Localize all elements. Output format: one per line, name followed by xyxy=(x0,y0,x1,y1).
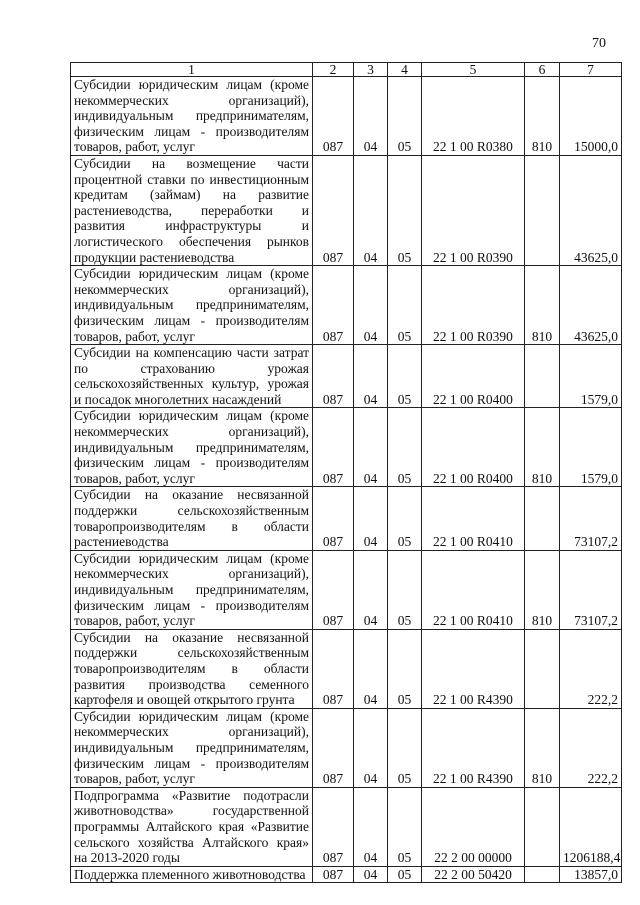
code-cell: 087 xyxy=(313,155,354,265)
header-cell: 2 xyxy=(313,63,354,77)
code-cell: 087 xyxy=(313,708,354,787)
code-cell: 22 2 00 50420 xyxy=(422,866,525,883)
code-cell: 22 1 00 R0390 xyxy=(422,266,525,345)
code-cell: 087 xyxy=(313,550,354,629)
code-cell xyxy=(525,629,560,708)
code-cell: 05 xyxy=(388,155,422,265)
code-cell: 810 xyxy=(525,77,560,156)
code-cell: 810 xyxy=(525,550,560,629)
code-cell: 04 xyxy=(354,866,388,883)
code-cell: 087 xyxy=(313,77,354,156)
code-cell: 04 xyxy=(354,787,388,866)
table-body xyxy=(71,77,622,883)
amount-cell: 1206188,4 xyxy=(560,787,622,866)
row-description: Субсидии юридическим лицам (кроме некоммерческих организаций), индивидуальным предпринимателям, физическим лицам - производителям товаров, работ, услуг xyxy=(71,408,313,487)
code-cell: 04 xyxy=(354,708,388,787)
table-row xyxy=(71,77,622,156)
row-description: Субсидии юридическим лицам (кроме некоммерческих организаций), индивидуальным предпринимателям, физическим лицам - производителям товаров, работ, услуг xyxy=(71,708,313,787)
code-cell: 05 xyxy=(388,77,422,156)
table-row xyxy=(71,408,622,487)
code-cell: 22 1 00 R0400 xyxy=(422,345,525,408)
code-cell: 05 xyxy=(388,408,422,487)
code-cell: 05 xyxy=(388,629,422,708)
row-description: Субсидии на компенсацию части затрат по страхованию урожая сельскохозяйственных культур, урожая и посадок многолетних насаждений xyxy=(71,345,313,408)
code-cell: 087 xyxy=(313,629,354,708)
page-number: 70 xyxy=(592,36,606,51)
amount-cell: 43625,0 xyxy=(560,266,622,345)
code-cell: 04 xyxy=(354,629,388,708)
amount-cell: 73107,2 xyxy=(560,550,622,629)
row-description: Субсидии юридическим лицам (кроме некоммерческих организаций), индивидуальным предпринимателям, физическим лицам - производителям товаров, работ, услуг xyxy=(71,266,313,345)
table-row xyxy=(71,629,622,708)
code-cell: 05 xyxy=(388,550,422,629)
code-cell xyxy=(525,787,560,866)
code-cell: 22 1 00 R4390 xyxy=(422,629,525,708)
row-description: Субсидии юридическим лицам (кроме некоммерческих организаций), индивидуальным предпринимателям, физическим лицам - производителям товаров, работ, услуг xyxy=(71,77,313,156)
amount-cell: 222,2 xyxy=(560,629,622,708)
row-description: Поддержка племенного животноводства xyxy=(71,866,313,883)
code-cell: 04 xyxy=(354,408,388,487)
header-cell: 7 xyxy=(560,63,622,77)
code-cell: 05 xyxy=(388,866,422,883)
row-description: Субсидии на возмещение части процентной ставки по инвестиционным кредитам (займам) на развитие растениеводства, переработки и развития инфраструктуры и логистического обеспечения рынков продукции растениеводства xyxy=(71,155,313,265)
code-cell xyxy=(525,487,560,550)
table-row xyxy=(71,487,622,550)
header-cell: 1 xyxy=(71,63,313,77)
code-cell: 22 1 00 R0380 xyxy=(422,77,525,156)
code-cell: 810 xyxy=(525,266,560,345)
table-row xyxy=(71,787,622,866)
table-row xyxy=(71,550,622,629)
code-cell: 05 xyxy=(388,787,422,866)
code-cell: 810 xyxy=(525,708,560,787)
amount-cell: 1579,0 xyxy=(560,345,622,408)
header-cell: 6 xyxy=(525,63,560,77)
row-description: Подпрограмма «Развитие подотрасли животноводства» государственной программы Алтайского края «Развитие сельского хозяйства Алтайского края» на 2013-2020 годы xyxy=(71,787,313,866)
row-description: Субсидии юридическим лицам (кроме некоммерческих организаций), индивидуальным предпринимателям, физическим лицам - производителям товаров, работ, услуг xyxy=(71,550,313,629)
table-row xyxy=(71,866,622,883)
code-cell xyxy=(525,155,560,265)
amount-cell: 43625,0 xyxy=(560,155,622,265)
code-cell: 05 xyxy=(388,266,422,345)
code-cell: 04 xyxy=(354,345,388,408)
amount-cell: 73107,2 xyxy=(560,487,622,550)
code-cell: 05 xyxy=(388,487,422,550)
code-cell: 04 xyxy=(354,487,388,550)
table-header-row xyxy=(71,63,622,77)
code-cell: 087 xyxy=(313,787,354,866)
code-cell: 05 xyxy=(388,345,422,408)
code-cell: 04 xyxy=(354,266,388,345)
code-cell: 22 2 00 00000 xyxy=(422,787,525,866)
amount-cell: 13857,0 xyxy=(560,866,622,883)
code-cell: 04 xyxy=(354,550,388,629)
code-cell xyxy=(525,866,560,883)
code-cell: 04 xyxy=(354,155,388,265)
budget-table xyxy=(70,62,622,883)
amount-cell: 222,2 xyxy=(560,708,622,787)
code-cell: 22 1 00 R0410 xyxy=(422,487,525,550)
code-cell: 087 xyxy=(313,408,354,487)
header-cell: 3 xyxy=(354,63,388,77)
code-cell: 05 xyxy=(388,708,422,787)
code-cell: 087 xyxy=(313,866,354,883)
row-description: Субсидии на оказание несвязанной поддержки сельскохозяйственным товаропроизводителям в области растениеводства xyxy=(71,487,313,550)
code-cell: 22 1 00 R0400 xyxy=(422,408,525,487)
code-cell: 04 xyxy=(354,77,388,156)
code-cell: 22 1 00 R0410 xyxy=(422,550,525,629)
table-row xyxy=(71,708,622,787)
amount-cell: 1579,0 xyxy=(560,408,622,487)
code-cell: 087 xyxy=(313,487,354,550)
code-cell: 087 xyxy=(313,345,354,408)
table-row xyxy=(71,155,622,265)
code-cell: 810 xyxy=(525,408,560,487)
amount-cell: 15000,0 xyxy=(560,77,622,156)
code-cell: 22 1 00 R0390 xyxy=(422,155,525,265)
table-row xyxy=(71,345,622,408)
code-cell: 087 xyxy=(313,266,354,345)
header-cell: 5 xyxy=(422,63,525,77)
row-description: Субсидии на оказание несвязанной поддержки сельскохозяйственным товаропроизводителям в области развития производства семенного картофеля и овощей открытого грунта xyxy=(71,629,313,708)
code-cell: 22 1 00 R4390 xyxy=(422,708,525,787)
table-row xyxy=(71,266,622,345)
header-cell: 4 xyxy=(388,63,422,77)
code-cell xyxy=(525,345,560,408)
